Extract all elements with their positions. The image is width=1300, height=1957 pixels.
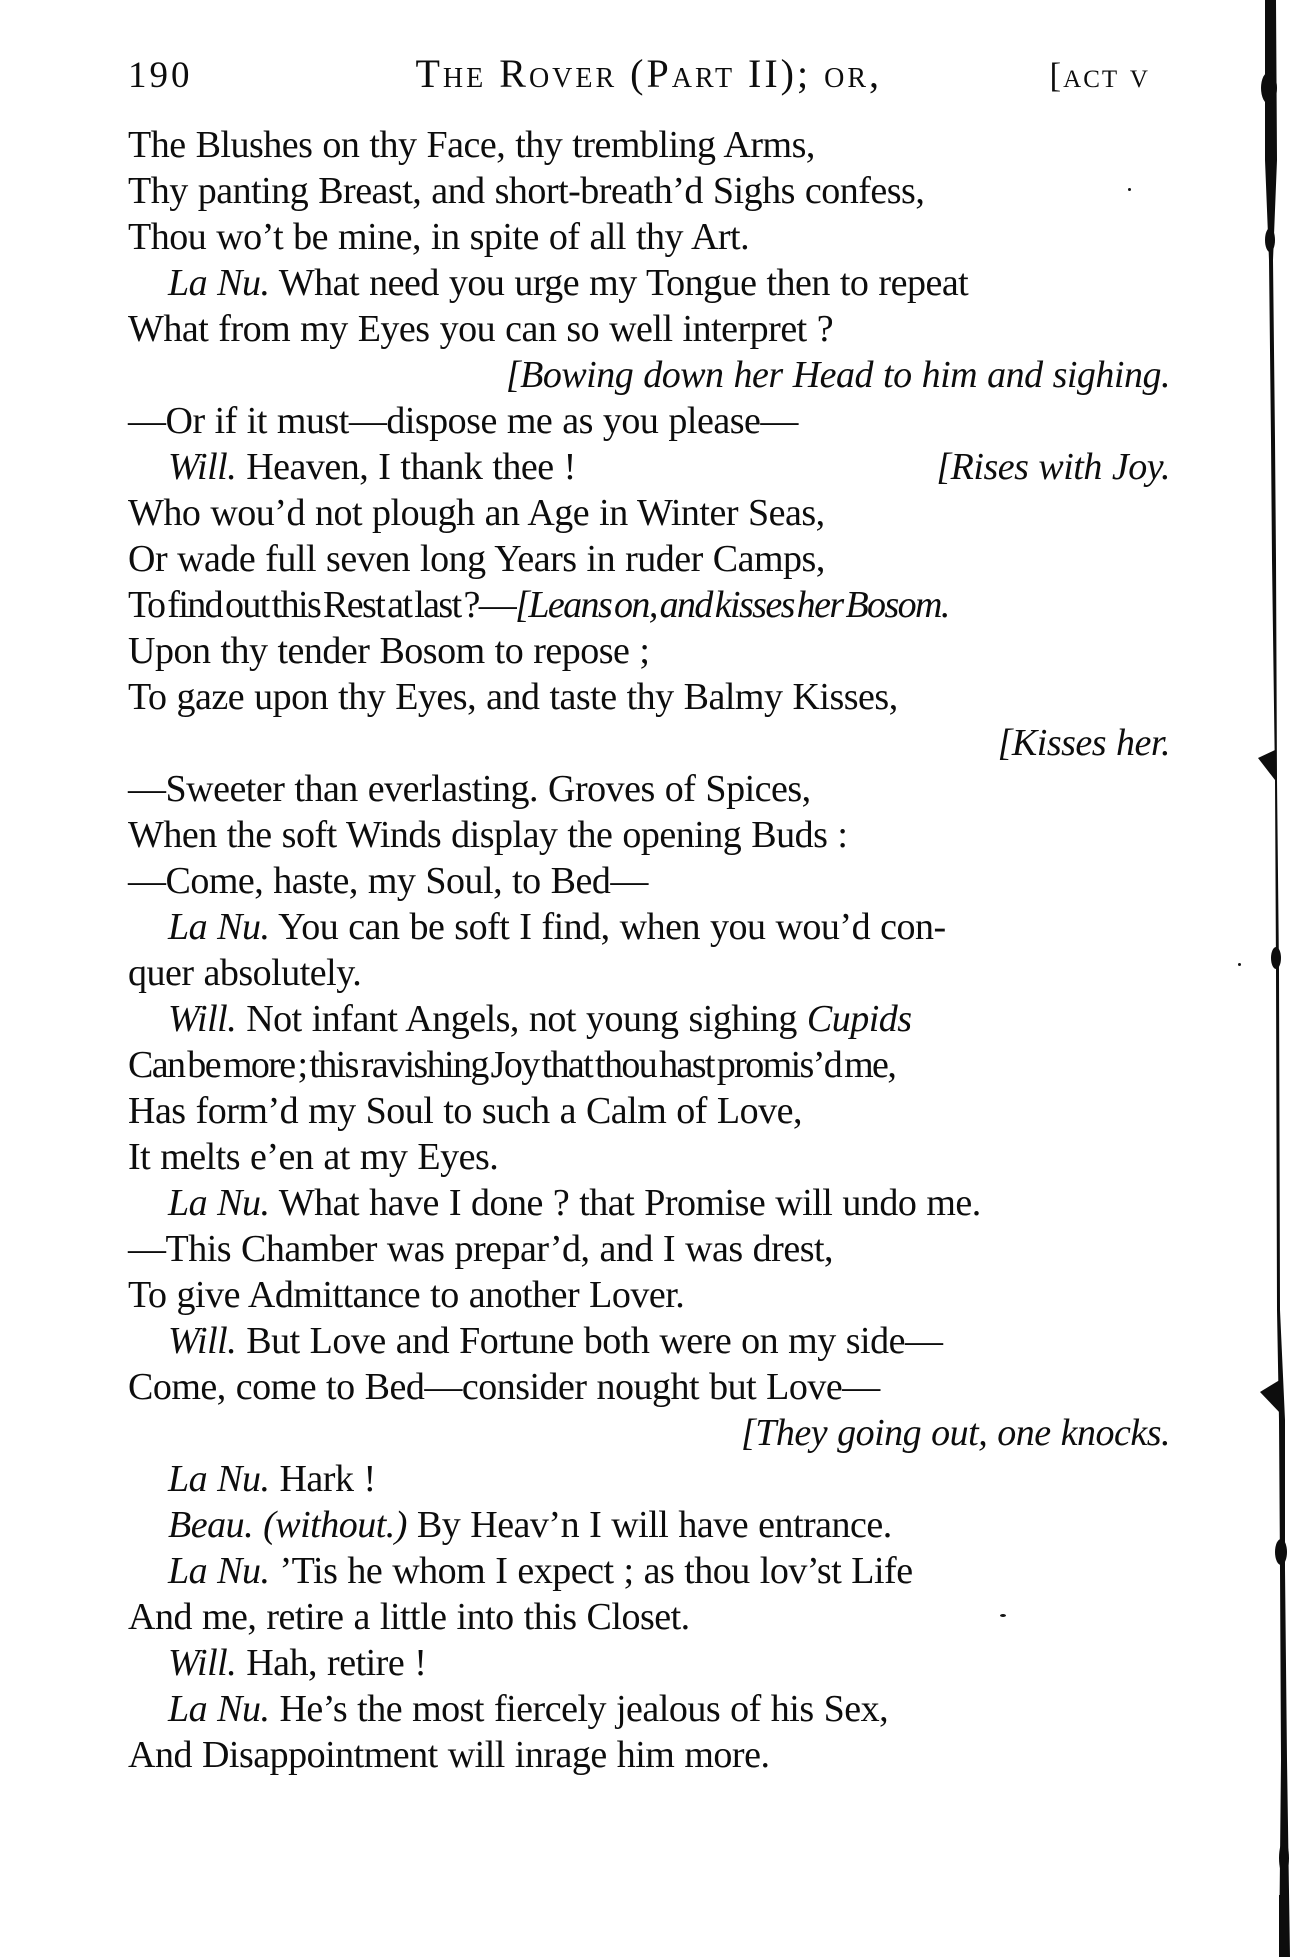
text-segment: Thy panting Breast, and short-breath’d Sighs confess, xyxy=(128,170,925,212)
speaker-label: La Nu. xyxy=(168,906,270,948)
text-line xyxy=(128,1640,1170,1686)
text-segment: —Or if it must—dispose me as you please— xyxy=(128,400,798,442)
text-line xyxy=(128,766,1170,812)
stage-direction: [Leans on, and kisses her Bosom. xyxy=(515,584,949,626)
ink-speck xyxy=(1128,188,1131,191)
speaker-label: Beau. (without.) xyxy=(168,1504,407,1546)
act-label: [act v xyxy=(1049,56,1150,95)
text-line xyxy=(128,1364,1170,1410)
text-line xyxy=(128,1456,1170,1502)
text-segment: ’Tis he whom I expect ; as thou lov’st Life xyxy=(269,1550,913,1592)
text-segment: Hah, retire ! xyxy=(236,1642,427,1684)
text-segment: The Blushes on thy Face, thy trembling Arms, xyxy=(128,124,815,166)
text-segment: Come, come to Bed—consider nought but Love— xyxy=(128,1366,880,1408)
text-segment: But Love and Fortune both were on my side— xyxy=(236,1320,943,1362)
text-segment: Thou wo’t be mine, in spite of all thy Art. xyxy=(128,216,750,258)
text-line xyxy=(128,1088,1170,1134)
ink-speck xyxy=(1238,963,1241,966)
text-line xyxy=(128,1134,1170,1180)
text-line xyxy=(128,812,1170,858)
text-line xyxy=(128,628,1170,674)
text-segment: When the soft Winds display the opening Buds : xyxy=(128,814,848,856)
text-line xyxy=(128,122,1170,168)
text-line xyxy=(128,1318,1170,1364)
text-segment: —Come, haste, my Soul, to Bed— xyxy=(128,860,648,902)
ink-speck xyxy=(1000,1614,1006,1617)
text-segment: And Disappointment will inrage him more. xyxy=(128,1734,770,1776)
text-segment: Heaven, I thank thee ! xyxy=(236,446,576,488)
text-line xyxy=(128,1732,1170,1778)
text-line xyxy=(128,950,1170,996)
text-line xyxy=(128,1686,1170,1732)
text-segment: Has form’d my Soul to such a Calm of Love, xyxy=(128,1090,803,1132)
running-title: The Rover (Part II); or, xyxy=(415,51,883,96)
page-header xyxy=(128,50,1170,97)
text-line xyxy=(128,490,1170,536)
speaker-label: Will. xyxy=(168,998,237,1040)
speaker-label: Will. xyxy=(168,446,237,488)
line-left-part xyxy=(168,444,576,490)
text-segment: —This Chamber was prepar’d, and I was drest, xyxy=(128,1228,834,1270)
text-line xyxy=(128,536,1170,582)
speaker-label: La Nu. xyxy=(168,262,270,304)
stage-direction-line xyxy=(128,720,1170,766)
text-segment: Upon thy tender Bosom to repose ; xyxy=(128,630,650,672)
text-segment: Who wou’d not plough an Age in Winter Seas, xyxy=(128,492,825,534)
text-segment: To give Admittance to another Lover. xyxy=(128,1274,685,1316)
text-segment: To find out this Rest at last ?— xyxy=(128,584,516,626)
text-line xyxy=(128,444,1170,490)
stage-direction: [Kisses her. xyxy=(997,722,1170,764)
text-line xyxy=(128,674,1170,720)
stage-direction: [They going out, one knocks. xyxy=(740,1412,1170,1454)
text-line xyxy=(128,1502,1170,1548)
text-segment: What need you urge my Tongue then to repeat xyxy=(269,262,969,304)
speaker-label: La Nu. xyxy=(168,1688,270,1730)
text-line xyxy=(128,1272,1170,1318)
text-line xyxy=(128,168,1170,214)
text-segment: Can be more ; this ravishing Joy that thou hast promis’d me, xyxy=(128,1044,896,1086)
text-segment: Hark ! xyxy=(269,1458,376,1500)
stage-direction: [Bowing down her Head to him and sighing. xyxy=(505,354,1170,396)
text-line xyxy=(128,1594,1170,1640)
stage-direction: [Rises with Joy. xyxy=(936,446,1170,488)
text-segment: Or wade full seven long Years in ruder Camps, xyxy=(128,538,825,580)
page-number: 190 xyxy=(128,55,193,96)
text-line xyxy=(128,996,1170,1042)
text-line xyxy=(128,1042,1170,1088)
text-segment: Not infant Angels, not young sighing xyxy=(236,998,807,1040)
text-line xyxy=(128,260,1170,306)
text-segment: And me, retire a little into this Closet. xyxy=(128,1596,690,1638)
text-line xyxy=(128,1180,1170,1226)
text-line xyxy=(128,306,1170,352)
text-segment: To gaze upon thy Eyes, and taste thy Balmy Kisses, xyxy=(128,676,898,718)
speaker-label: La Nu. xyxy=(168,1550,270,1592)
stage-direction-line xyxy=(128,1410,1170,1456)
text-segment: What from my Eyes you can so well interpret ? xyxy=(128,308,834,350)
binding-edge-artifact xyxy=(1248,0,1300,1957)
text-line xyxy=(128,582,1170,628)
stage-direction-line xyxy=(128,352,1170,398)
text-segment: —Sweeter than everlasting. Groves of Spices, xyxy=(128,768,811,810)
text-segment: It melts e’en at my Eyes. xyxy=(128,1136,499,1178)
text-segment: You can be soft I find, when you wou’d con- xyxy=(269,906,946,948)
text-segment: Cupids xyxy=(806,998,912,1040)
speaker-label: La Nu. xyxy=(168,1182,270,1224)
speaker-label: Will. xyxy=(168,1320,237,1362)
text-line xyxy=(128,214,1170,260)
text-line xyxy=(128,398,1170,444)
text-body xyxy=(128,122,1170,1778)
text-segment: What have I done ? that Promise will undo me. xyxy=(269,1182,981,1224)
text-line xyxy=(128,858,1170,904)
speaker-label: La Nu. xyxy=(168,1458,270,1500)
text-line xyxy=(128,1548,1170,1594)
line-right-part xyxy=(936,444,1170,490)
text-line xyxy=(128,1226,1170,1272)
text-segment: quer absolutely. xyxy=(128,952,362,994)
text-segment: By Heav’n I will have entrance. xyxy=(406,1504,892,1546)
text-segment: He’s the most fiercely jealous of his Sex, xyxy=(269,1688,889,1730)
text-line xyxy=(128,904,1170,950)
speaker-label: Will. xyxy=(168,1642,237,1684)
